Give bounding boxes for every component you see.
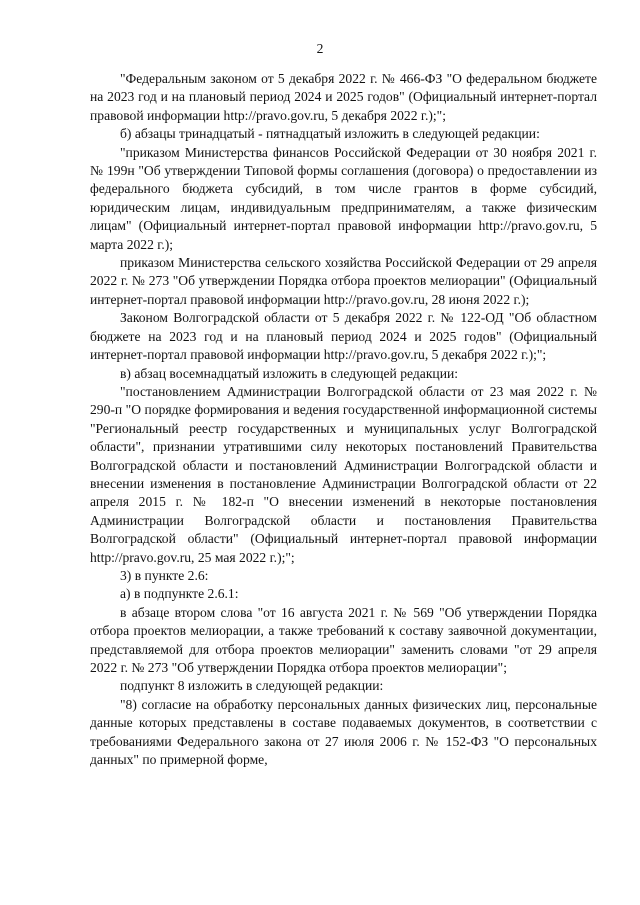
paragraph-second-abzac: в абзаце втором слова "от 16 августа 2021 г. № 569 "Об утверждении Порядка отбора проектов мелиорации, а также требований к составу заявочной документации, представляемой для отбора проектов мелиорации" заменить словами "от 29 апреля 2022 г. № 273 "Об утверждении Порядка отбора проектов мелиорации";	[90, 604, 597, 675]
paragraph-item-b: б) абзацы тринадцатый - пятнадцатый изложить в следующей редакции:	[120, 126, 540, 142]
paragraph-item-3: 3) в пункте 2.6:	[120, 567, 209, 583]
paragraph-regional-law: Законом Волгоградской области от 5 декабря 2022 г. № 122-ОД "Об областном бюджете на 2023 год и на плановый период 2024 и 2025 годов" (Официальный интернет-портал правовой информации http://pravo.gov.ru, 5 декабря 2022 г.);";	[90, 310, 597, 363]
paragraph-consent: "8) согласие на обработку персональных данных физических лиц, персональные данные которых представлены в составе подаваемых документов, в соответствии с требованиями Федерального закона от 27 июля 2006 г. № 152-ФЗ "О персональных данных" по примерной форме,	[90, 696, 597, 768]
paragraph-finance-ministry-order: "приказом Министерства финансов Российской Федерации от 30 ноября 2021 г. № 199н "Об утверждении Типовой формы соглашения (договора) о предоставлении из федерального бюджета субсидий, в том числе грантов в форме субсидий, юридическим лицам, индивидуальным предпринимателям, а также физическим лицам" (Официальный интернет-портал правовой информации http://pravo.gov.ru, 5 марта 2022 г.);	[90, 144, 597, 252]
page-number: 2	[316, 41, 324, 56]
paragraph-subitem-8: подпункт 8 изложить в следующей редакции:	[120, 678, 384, 694]
paragraph-agriculture-ministry-order: приказом Министерства сельского хозяйства Российской Федерации от 29 апреля 2022 г. № 273 "Об утверждении Порядка отбора проектов мелиорации" (Официальный интернет-портал правовой информации http://pravo.gov.ru, 28 июня 2022 г.);	[90, 255, 597, 307]
paragraph-administration-resolution: "постановлением Администрации Волгоградской области от 23 мая 2022 г. № 290-п "О порядке формирования и ведения государственной информационной системы "Региональный реестр государственных и муниципальных услуг Волгоградской области", признании утратившими силу некоторых постановлений Правительства Волгоградской области и постановлений Администрации Волгоградской области и внесении изменения в постановление Администрации Волгоградской области от 22 апреля 2015 г. № 182-п "О внесении изменений в некоторые постановления Администрации Волгоградской области и постановления Правительства Волгоградской области" (Официальный интернет-портал правовой информации http://pravo.gov.ru, 25 мая 2022 г.);";	[90, 383, 597, 565]
document-body	[90, 70, 597, 769]
paragraph-federal-law: "Федеральным законом от 5 декабря 2022 г. № 466-ФЗ "О федеральном бюджете на 2023 год и на плановый период 2024 и 2025 годов" (Официальный интернет-портал правовой информации http://pravo.gov.ru, 5 декабря 2022 г.);";	[90, 71, 597, 123]
paragraph-item-v: в) абзац восемнадцатый изложить в следующей редакции:	[120, 365, 459, 381]
paragraph-item-a: а) в подпункте 2.6.1:	[120, 586, 239, 602]
